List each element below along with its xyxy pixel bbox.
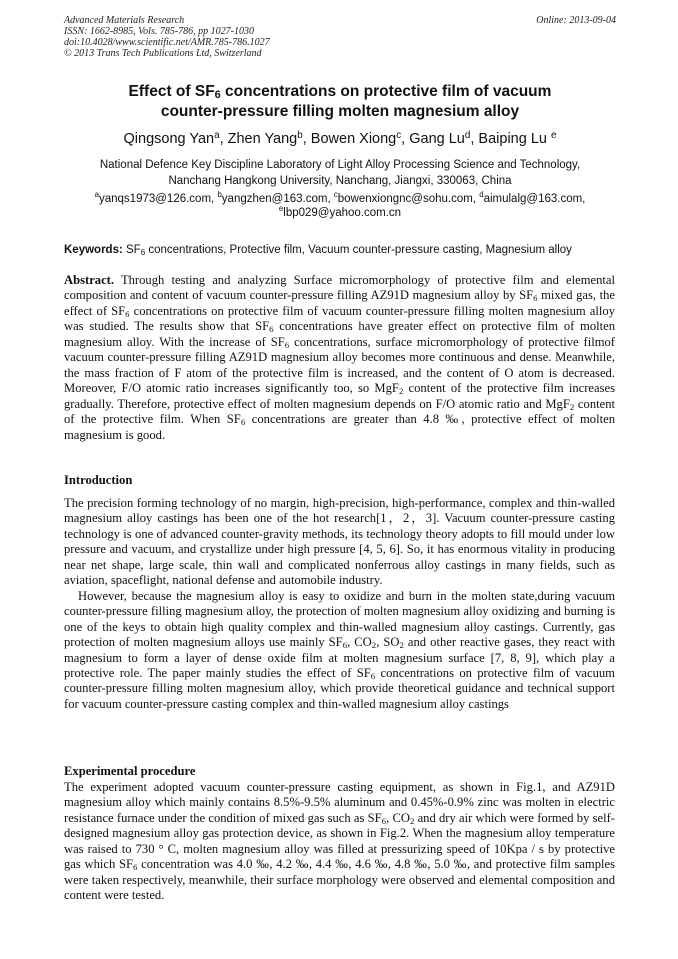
author: Gang Lu xyxy=(409,131,465,147)
paragraph: However, because the magnesium alloy is easy to oxidize and burn in the molten state,during vacuum counter-pressure filling magnesium alloy, the protection of molten magnesium alloy oxidizing and burning is one of the keys to obtain high quality complex and thin-walled magnesium alloy castings. Currently, gas protection of molten magnesium alloys use mainly $SF_6$, $CO_2$, $SO_2$ and other reactive gases, they react with magnesium to form a layer of dense oxide film at molten magnesium surface [7, 8, 9], which play a protective role. The paper mainly studies the effect of $SF_6$ concentrations on protective film of vacuum counter-pressure filling molten magnesium alloy, which provide theoretical guidance and technical support for vacuum counter-pressure casting complex and thin-walled magnesium alloy castings xyxy=(64,588,615,711)
issn-line: ISSN: 1662-8985, Vols. 785-786, pp 1027-1030 xyxy=(64,26,254,37)
author: Qingsong Yan xyxy=(123,131,215,147)
experimental-heading: Experimental procedure xyxy=(64,764,196,778)
keywords-label: Keywords: xyxy=(64,244,123,256)
journal-header xyxy=(64,15,616,59)
affiliation-line-1: National Defence Key Discipline Laboratory of Light Alloy Processing Science and Technology, xyxy=(99,159,581,171)
author-mark: d xyxy=(464,130,471,141)
author-list: Qingsong Yan$^a$, Zhen Yang$^b$, Bowen Xiong$^c$, Gang Lu$^d$, Baiping Lu $^e$ xyxy=(123,130,557,147)
affiliation xyxy=(64,157,616,189)
email-mark: a xyxy=(94,190,99,199)
email-address[interactable]: yangzhen@163.com xyxy=(221,193,328,205)
email-mark: e xyxy=(278,204,284,213)
email-line-1: $^a$yanqs1973@126.com, $^b$yangzhen@163.com, $^c$bowenxiongnc@sohu.com, $^d$aimulalg@163.com, xyxy=(94,190,586,205)
author-mark: b xyxy=(297,130,303,141)
author-mark: a xyxy=(214,130,220,141)
doi-line: doi:10.4028/www.scientific.net/AMR.785-786.1027 xyxy=(64,37,270,48)
email-mark: d xyxy=(479,190,484,199)
abstract-text: Through testing and analyzing Surface micromorphology of protective film and elemental composition and content of vacuum counter-pressure filling AZ91D magnesium alloy by $SF_6$ mixed gas, the effect of $SF_6$ concentrations on protective film of vacuum counter-pressure filling molten magnesium alloy was studied. The results show that $SF_6$ concentrations have greater effect on protective film of molten magnesium alloy. With the increase of $SF_6$ concentrations, surface micromorphology of protective filmof vacuum counter-pressure filling AZ91D magnesium alloy becomes more continuous and dense. Meanwhile, the mass fraction of F atom of the protective film is increased, and the content of O atom is decreased. Moreover, F/O atomic ratio increases significantly too, so MgF$_2$ content of the protective film increases gradually. Therefore, protective effect of molten magnesium depends on F/O atomic ratio and MgF$_2$ content of the protective film. When $SF_6$ concentrations are greater than 4.8 ‰, protective effect of molten magnesium is good. xyxy=(64,273,616,442)
paper-title xyxy=(64,82,616,122)
author: Baiping Lu xyxy=(478,131,551,147)
email-address[interactable]: aimulalg@163.com xyxy=(483,193,583,205)
title-line-1: Effect of $SF_6$ concentrations on protective film of vacuum xyxy=(128,83,552,101)
email-line-2 xyxy=(64,206,616,220)
email-address[interactable]: yanqs1973@126.com xyxy=(98,193,212,205)
copyright-line: © 2013 Trans Tech Publications Ltd, Switzerland xyxy=(64,48,262,59)
online-date: Online: 2013-09-04 xyxy=(536,15,616,26)
email-list xyxy=(64,192,616,220)
email-mark: b xyxy=(217,190,222,199)
keywords: Keywords: $SF_6$ concentrations, Protective film, Vacuum counter-pressure casting, Magnesium alloy xyxy=(64,244,572,257)
abstract-label: Abstract. xyxy=(64,273,115,287)
abstract xyxy=(64,273,615,443)
email-mark: c xyxy=(333,190,338,199)
introduction-body xyxy=(64,496,615,712)
author-mark: e xyxy=(550,130,557,141)
author-mark: c xyxy=(396,130,402,141)
affiliation-line-2: Nanchang Hangkong University, Nanchang, Jiangxi, 330063, China xyxy=(168,175,512,187)
author: Bowen Xiong xyxy=(310,131,397,147)
author: Zhen Yang xyxy=(227,131,298,147)
paragraph: The precision forming technology of no margin, high-precision, high-performance, complex and thin-walled magnesium alloy castings has been one of the hot research[1，2，3]. Vacuum counter-pressure casting technology is one of advanced counter-gravity methods, its technology theory adopts to fill mould under low pressure and vacuum, and crystallize under high pressure [4, 5, 6]. So, it has enormous vitality in producing near net shape, large scale, thin wall and complicated nonferrous alloy castings in many fields, such as aviation, spaceflight, national defense and automobile industry. xyxy=(64,496,615,588)
journal-name: Advanced Materials Research xyxy=(64,15,185,26)
experimental-body: The experiment adopted vacuum counter-pressure casting equipment, as shown in Fig.1, and AZ91D magnesium alloy which mainly contains 8.5%-9.5% aluminum and 0.45%-0.9% zinc was molten in electric resistance furnace under the condition of mixed gas such as $SF_6$, $CO_2$ and dry air which were formed by self-designed magnesium alloy gas protection device, as shown in Fig.2. When the magnesium alloy temperature was raised to 730 ° C, molten magnesium alloy was filled at pressurizing speed of 10Kpa / s by protective gas which $SF_6$ concentration was 4.0 ‰, 4.2 ‰, 4.4 ‰, 4.6 ‰, 4.8 ‰, 5.0 ‰, and protective film samples were taken respectively, meanwhile, their surface morphology were observed and elemental composition and content were tested. xyxy=(64,780,616,903)
email-address[interactable]: lbp029@yahoo.com.cn xyxy=(283,207,402,219)
title-line-2: counter-pressure filling molten magnesium alloy xyxy=(160,103,520,120)
email-address[interactable]: bowenxiongnc@sohu.com xyxy=(337,193,473,205)
introduction-heading: Introduction xyxy=(64,473,133,487)
